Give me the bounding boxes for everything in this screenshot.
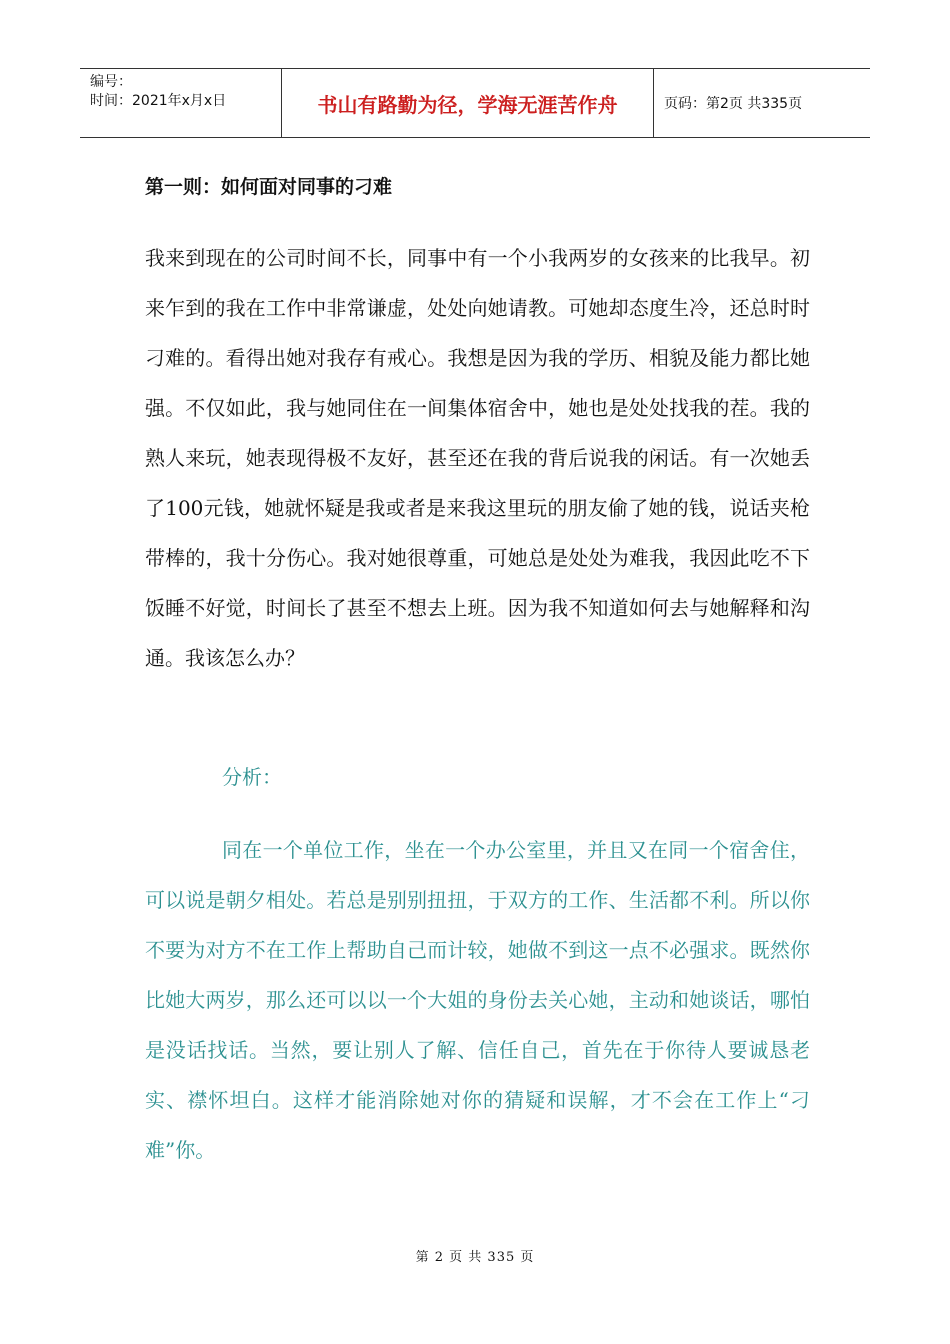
header-motto: 书山有路勤为径，学海无涯苦作舟 [317, 92, 618, 117]
header-motto-cell [282, 69, 654, 137]
header-page-info: 页码：第2页 共335页 [664, 96, 803, 112]
question-paragraph: 我来到现在的公司时间不长，同事中有一个小我两岁的女孩来的比我早。初来乍到的我在工作中非常谦虚，处处向她请教。可她却态度生冷，还总时时刁难的。看得出她对我存有戒心。我想是因为我的学历、相貌及能力都比她强。不仅如此，我与她同住在一间集体宿舍中，她也是处处找我的茬。我的熟人来玩，她表现得极不友好，甚至还在我的背后说我的闲话。有一次她丢了100元钱，她就怀疑是我或者是来我这里玩的朋友偷了她的钱，说话夹枪带棒的，我十分伤心。我对她很尊重，可她总是处处为难我，我因此吃不下饭睡不好觉，时间长了甚至不想去上班。因为我不知道如何去与她解释和沟通。我该怎么办？ [145, 246, 810, 670]
header-page-cell [654, 69, 870, 137]
analysis-paragraph: 同在一个单位工作，坐在一个办公室里，并且又在同一个宿舍住，可以说是朝夕相处。若总是别别扭扭，于双方的工作、生活都不利。所以你不要为对方不在工作上帮助自己而计较，她做不到这一点不必强求。既然你比她大两岁，那么还可以以一个大姐的身份去关心她，主动和她谈话，哪怕是没话找话。当然，要让别人了解、信任自己，首先在于你待人要诚恳老实、襟怀坦白。这样才能消除她对你的猜疑和误解，才不会在工作上“刁难”你。 [145, 838, 810, 1162]
number-label: 编号： [90, 74, 132, 90]
page-footer: 第 2 页 共 335 页 [415, 1250, 535, 1265]
date-label: 时间：2021年x月x日 [90, 93, 227, 109]
analysis-label: 分析： [222, 765, 282, 789]
section-title: 第一则：如何面对同事的刁难 [145, 176, 393, 198]
header-meta-cell [80, 69, 282, 137]
document-header [80, 68, 870, 138]
